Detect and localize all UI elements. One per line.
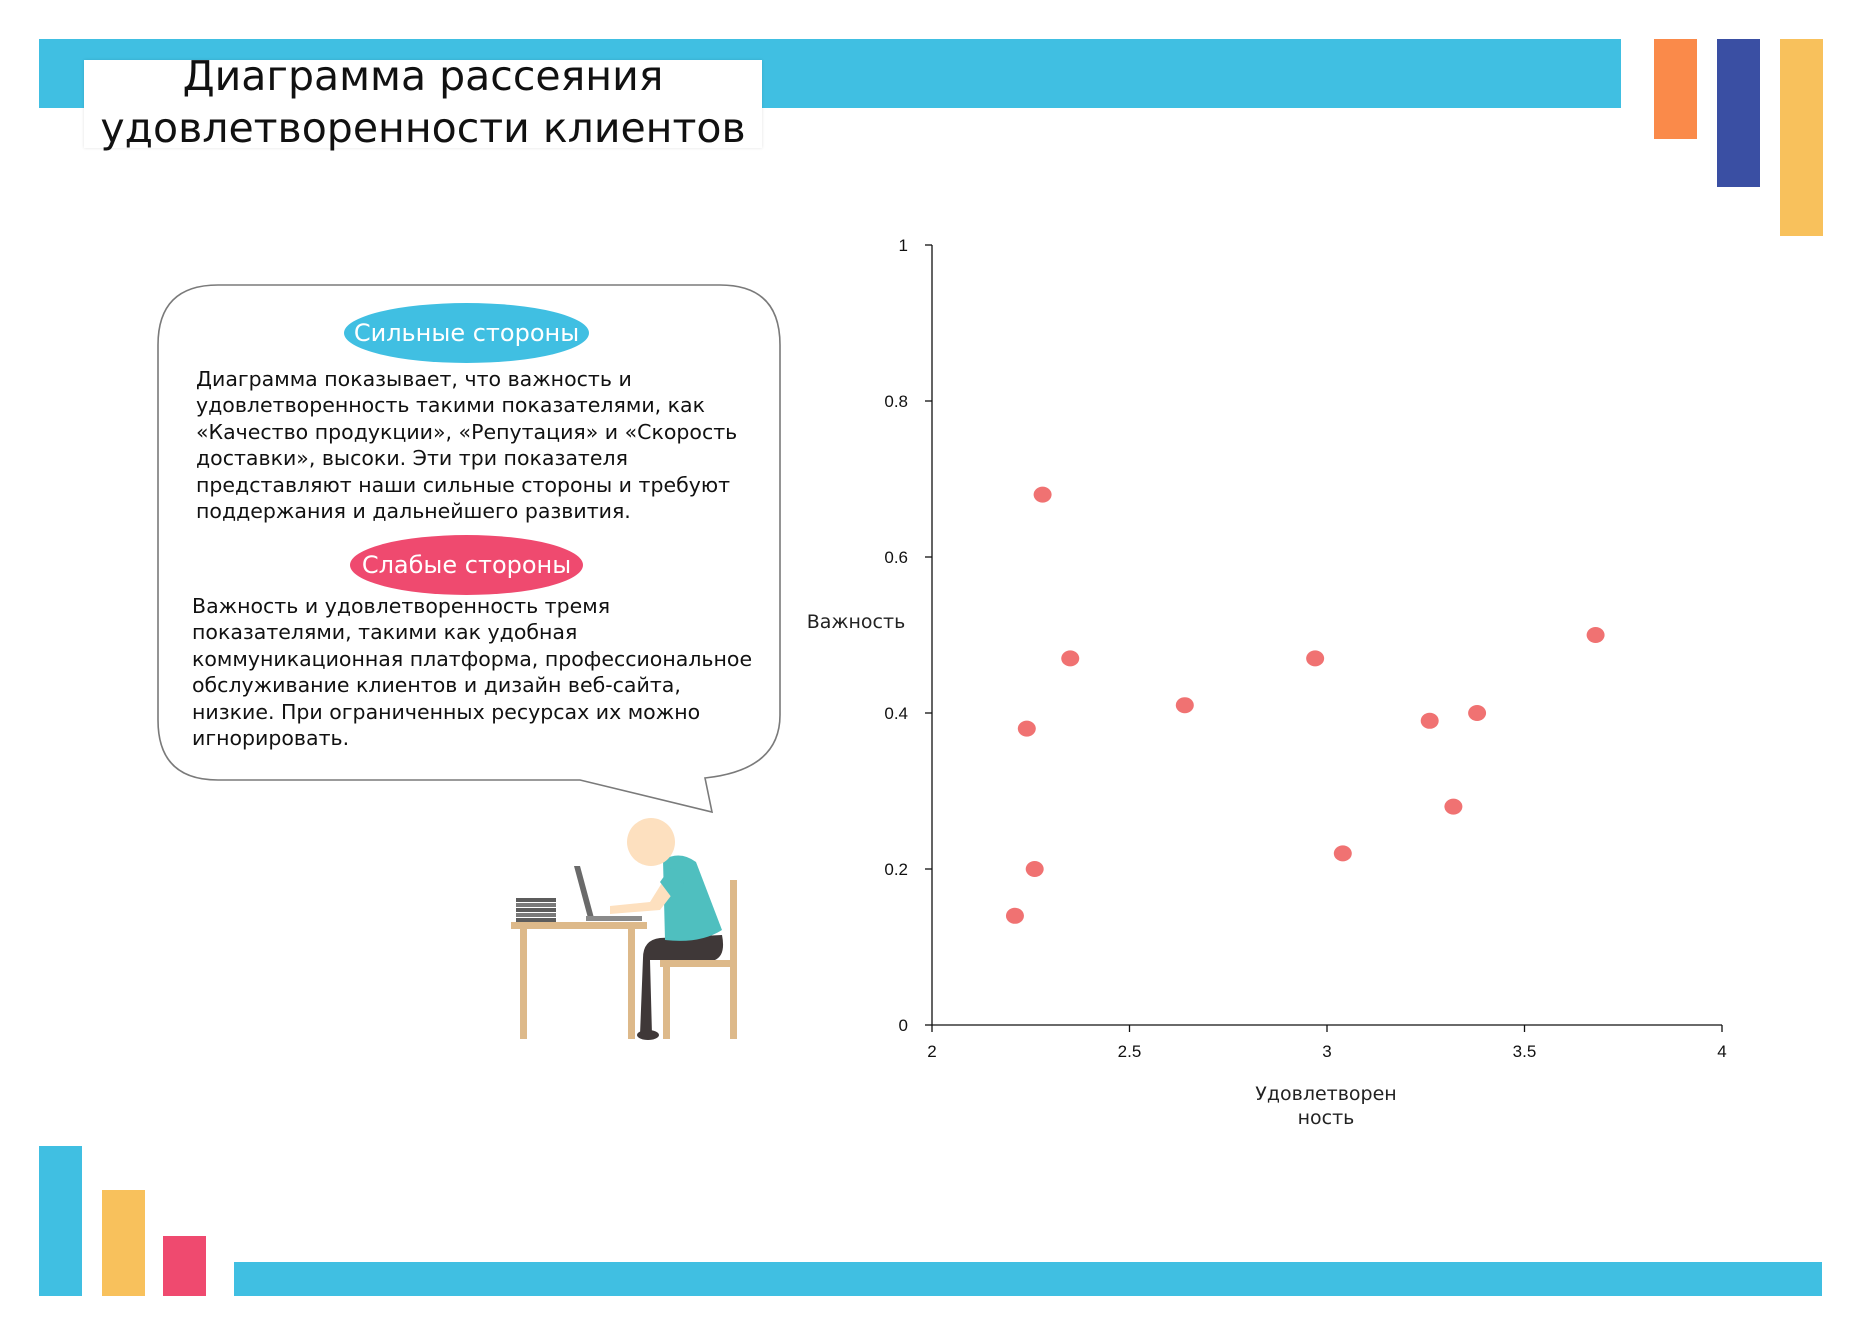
strengths-line: удовлетворенность такими показателями, как — [196, 393, 705, 418]
scatter-point — [1176, 697, 1194, 713]
strengths-line: доставки», высоки. Эти три показателя — [196, 446, 628, 471]
strengths-line: поддержания и дальнейшего развития. — [196, 499, 631, 524]
x-tick-label: 2.5 — [1117, 1042, 1142, 1061]
weaknesses-line: низкие. При ограниченных ресурсах их можно — [192, 699, 701, 724]
y-tick-label: 0.4 — [884, 704, 908, 723]
strengths-line: Диаграмма показывает, что важность и — [196, 367, 632, 391]
y-tick-label: 1 — [898, 236, 908, 255]
scatter-point — [1034, 487, 1052, 503]
x-tick-label: 3.5 — [1512, 1042, 1537, 1061]
strengths-line: представляют наши сильные стороны и требуют — [196, 472, 731, 497]
x-axis-title-line-1: Удовлетворен — [1255, 1083, 1397, 1105]
x-axis-title-line-2: ность — [1297, 1107, 1355, 1129]
strengths-label-text: Сильные стороны — [353, 319, 580, 347]
scatter-point — [1421, 713, 1439, 729]
x-tick-label: 2 — [927, 1042, 937, 1061]
y-tick-label: 0 — [898, 1016, 908, 1035]
x-axis-ticks — [927, 1025, 1726, 1061]
y-axis-ticks — [884, 236, 932, 1035]
y-tick-label: 0.2 — [884, 860, 908, 879]
weaknesses-line: Важность и удовлетворенность тремя — [192, 594, 611, 618]
scatter-point — [1587, 627, 1605, 643]
x-tick-label: 4 — [1717, 1042, 1727, 1061]
weaknesses-line: игнорировать. — [192, 726, 350, 751]
title-line-1: Диаграмма рассеяния — [182, 52, 664, 100]
x-tick-label: 3 — [1322, 1042, 1332, 1061]
title-line-2: удовлетворенности клиентов — [100, 104, 746, 152]
scatter-point — [1006, 908, 1024, 924]
y-tick-label: 0.6 — [884, 548, 908, 567]
scatter-point — [1018, 721, 1036, 737]
y-tick-label: 0.8 — [884, 392, 908, 411]
y-axis-title: Важность — [806, 611, 906, 633]
weaknesses-line: показателями, такими как удобная — [192, 620, 578, 645]
scatter-point — [1334, 845, 1352, 861]
strengths-line: «Качество продукции», «Репутация» и «Скорость — [196, 419, 738, 444]
weaknesses-line: обслуживание клиентов и дизайн веб-сайта, — [192, 673, 681, 698]
weaknesses-label-text: Слабые стороны — [361, 551, 572, 579]
scatter-point — [1444, 799, 1462, 815]
scatter-point — [1061, 650, 1079, 666]
weaknesses-line: коммуникационная платформа, профессиональное — [192, 646, 753, 671]
scatter-point — [1468, 705, 1486, 721]
scatter-points — [1006, 487, 1605, 924]
scatter-point — [1306, 650, 1324, 666]
scatter-point — [1026, 861, 1044, 877]
